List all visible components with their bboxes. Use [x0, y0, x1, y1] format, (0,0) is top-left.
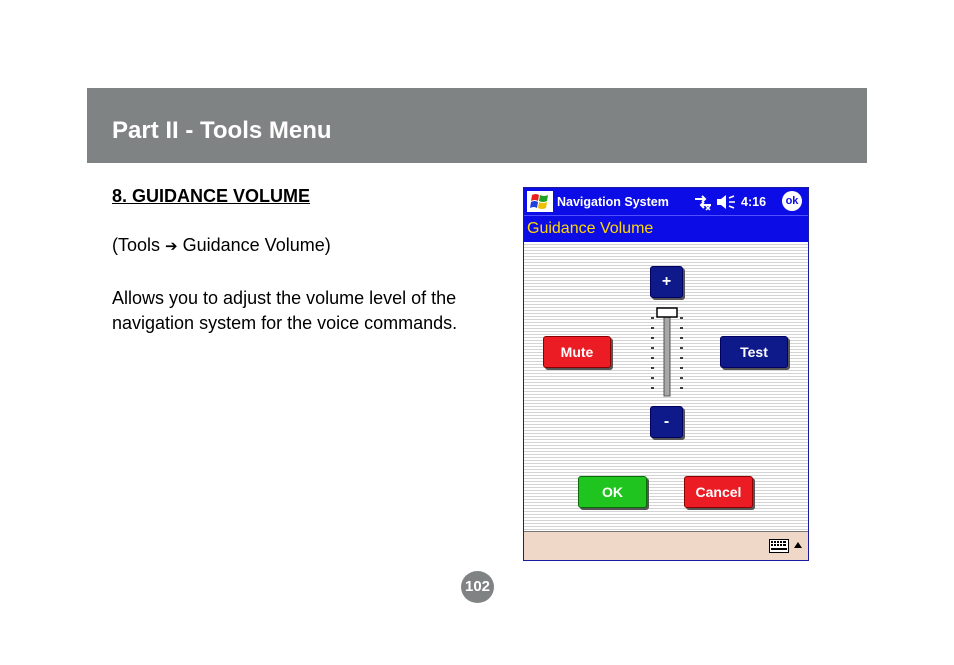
- menu-path-end: Guidance Volume): [182, 235, 331, 255]
- arrow-icon: ➔: [165, 238, 178, 255]
- up-arrow-icon[interactable]: [794, 542, 802, 548]
- device-screenshot: [523, 187, 809, 561]
- speaker-volume-icon[interactable]: [716, 193, 736, 211]
- description-text: Allows you to adjust the volume level of the navigation system for the voice commands.: [112, 288, 458, 333]
- menu-path-start: (Tools: [112, 235, 161, 255]
- clock[interactable]: 4:16: [741, 195, 767, 209]
- test-button[interactable]: Test: [720, 336, 788, 368]
- connectivity-icon[interactable]: [694, 193, 712, 211]
- app-title: Navigation System: [557, 195, 669, 209]
- volume-up-button[interactable]: +: [650, 266, 683, 298]
- mute-button[interactable]: Mute: [543, 336, 611, 368]
- header-band: [87, 88, 867, 163]
- page-number: 102: [461, 571, 494, 603]
- ok-title-button[interactable]: ok: [782, 191, 802, 211]
- volume-panel: [524, 242, 808, 531]
- menu-path: [112, 235, 331, 256]
- command-bar: [524, 531, 808, 561]
- keyboard-icon[interactable]: [769, 538, 789, 554]
- volume-down-button[interactable]: -: [650, 406, 683, 438]
- cancel-button[interactable]: Cancel: [684, 476, 753, 508]
- title-bar: [524, 188, 808, 215]
- section-heading: 8. GUIDANCE VOLUME: [112, 186, 311, 206]
- screen-title: Guidance Volume: [527, 220, 654, 237]
- screen-title-bar: [524, 215, 808, 242]
- volume-slider[interactable]: [644, 306, 690, 398]
- ok-button[interactable]: OK: [578, 476, 647, 508]
- page-title: Part II - Tools Menu: [112, 117, 332, 144]
- windows-start-icon[interactable]: [527, 191, 553, 212]
